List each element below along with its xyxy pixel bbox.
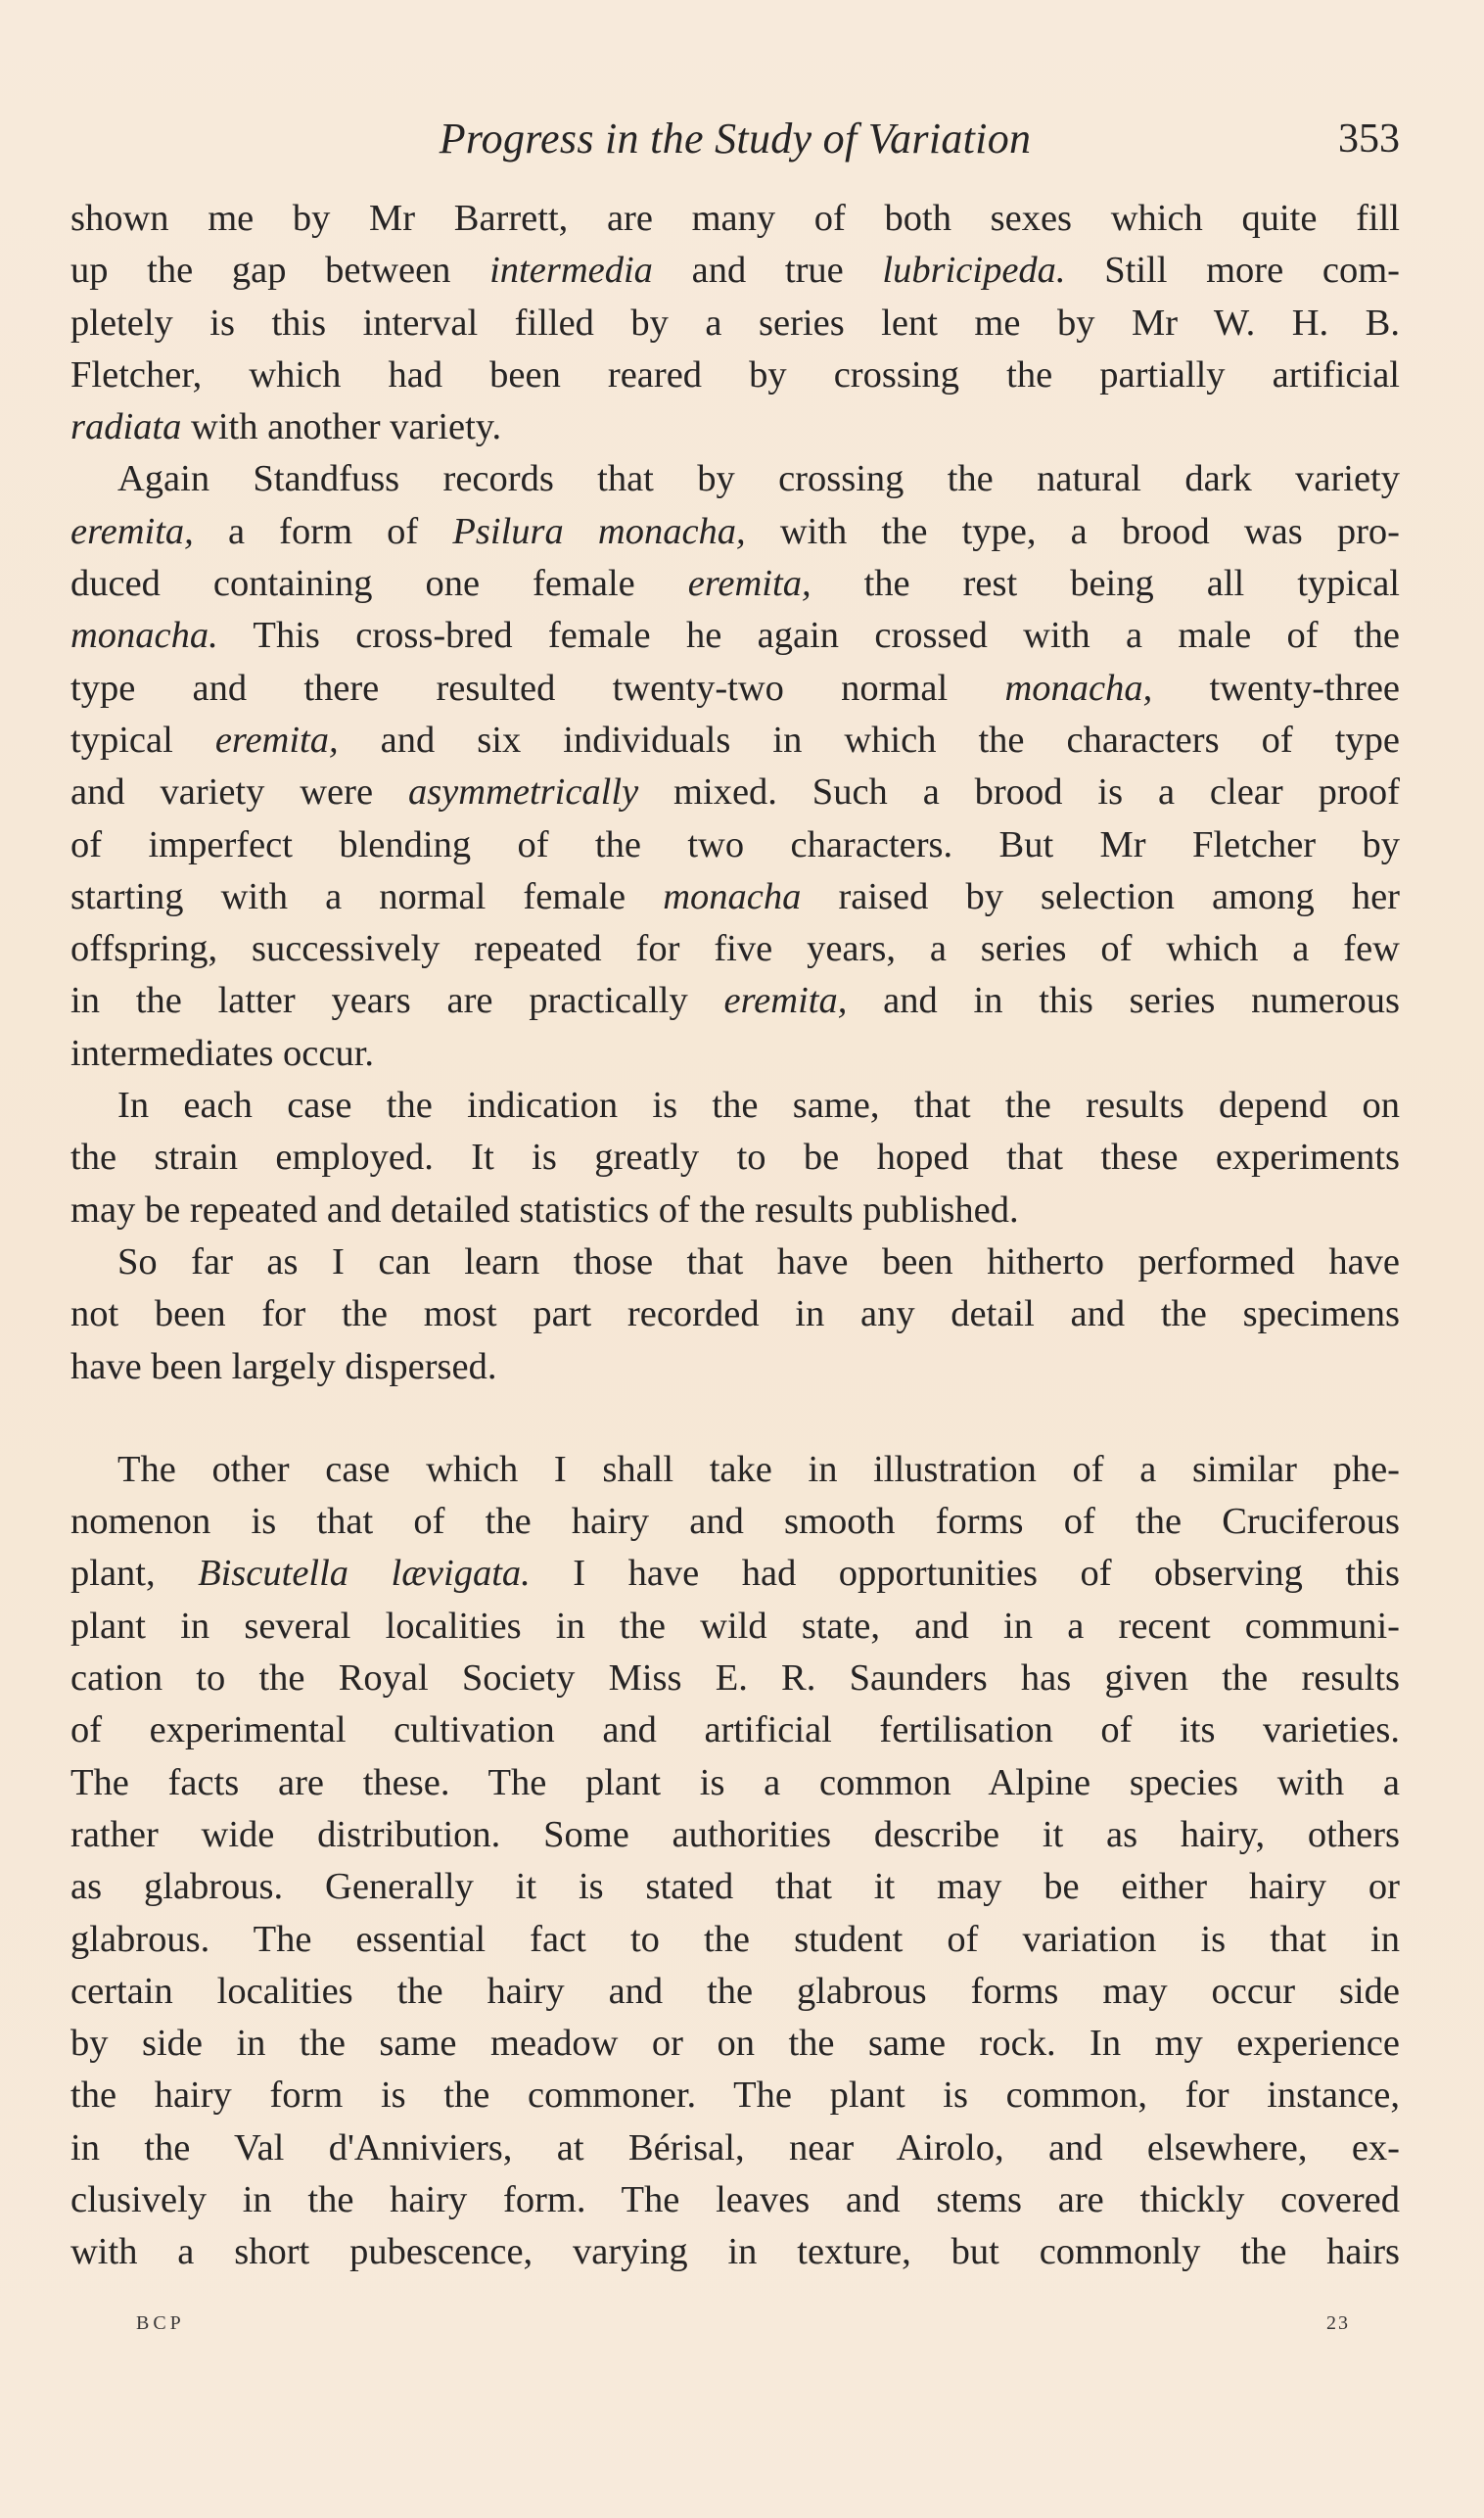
text-run: plant in several localities in the wild state, and in a recent communi- bbox=[70, 1605, 1400, 1647]
italic-text: lubricipeda. bbox=[882, 250, 1066, 292]
text-run: I have had opportunities of observing this bbox=[530, 1553, 1400, 1595]
text-line bbox=[70, 1861, 1400, 1913]
text-run: starting with a normal female bbox=[70, 875, 664, 917]
text-run: Fletcher, which had been reared by crossing the partially artificial bbox=[70, 353, 1400, 396]
text-line bbox=[70, 2018, 1400, 2070]
text-run: with another variety. bbox=[181, 406, 502, 448]
text-run: not been for the most part recorded in any detail and the specimens bbox=[70, 1293, 1400, 1335]
text-line bbox=[70, 2070, 1400, 2122]
text-run: by side in the same meadow or on the same rock. In my experience bbox=[70, 2023, 1400, 2065]
italic-text: eremita, bbox=[687, 563, 812, 605]
text-run: So far as I can learn those that have been hitherto performed have bbox=[117, 1240, 1400, 1282]
text-run: raised by selection among her bbox=[801, 875, 1400, 917]
text-line bbox=[70, 819, 1400, 871]
text-run: the rest being all typical bbox=[811, 563, 1400, 605]
text-line bbox=[70, 1444, 1400, 1496]
text-line bbox=[70, 506, 1400, 558]
italic-text: eremita, bbox=[70, 510, 194, 552]
text-run: may be repeated and detailed statistics of the results published. bbox=[70, 1189, 1019, 1231]
text-line bbox=[70, 1809, 1400, 1861]
italic-text: eremita, bbox=[723, 980, 848, 1022]
text-run: This cross-bred female he again crossed with a male of the bbox=[217, 615, 1400, 657]
text-line bbox=[70, 871, 1400, 923]
text-run: in the Val d'Anniviers, at Bérisal, near Airolo, and elsewhere, ex- bbox=[70, 2126, 1400, 2168]
running-header bbox=[70, 110, 1400, 168]
text-run: Still more com- bbox=[1065, 250, 1400, 292]
printer-signature-mark: BCP bbox=[136, 2312, 185, 2334]
text-line bbox=[70, 1185, 1400, 1236]
text-line bbox=[70, 1288, 1400, 1340]
text-line bbox=[70, 767, 1400, 818]
italic-text: radiata bbox=[70, 406, 182, 448]
text-run: of experimental cultivation and artificial fertilisation of its varieties. bbox=[70, 1709, 1400, 1751]
text-line bbox=[70, 1028, 1400, 1080]
text-run: typical bbox=[70, 719, 215, 761]
text-run: The other case which I shall take in illustration of a similar phe- bbox=[117, 1448, 1400, 1490]
italic-text: Biscutella lævigata. bbox=[198, 1553, 531, 1595]
text-line bbox=[70, 1341, 1400, 1393]
text-run: a form of bbox=[193, 510, 453, 552]
text-line bbox=[70, 975, 1400, 1027]
text-run: of imperfect blending of the two characters. But Mr Fletcher by bbox=[70, 823, 1400, 865]
text-run: and six individuals in which the characters of type bbox=[338, 719, 1400, 761]
text-run: in the latter years are practically bbox=[70, 980, 724, 1022]
text-line bbox=[70, 1757, 1400, 1809]
text-line bbox=[70, 1548, 1400, 1600]
text-line bbox=[70, 1132, 1400, 1184]
text-run: Again Standfuss records that by crossing the natural dark variety bbox=[117, 458, 1400, 500]
text-run: the strain employed. It is greatly to be hoped that these experiments bbox=[70, 1137, 1400, 1179]
running-title: Progress in the Study of Variation bbox=[439, 115, 1032, 163]
text-run: twenty-three bbox=[1152, 667, 1400, 709]
text-line bbox=[70, 1496, 1400, 1548]
text-run: with the type, a brood was pro- bbox=[745, 510, 1400, 552]
text-line bbox=[70, 401, 1400, 453]
text-line bbox=[70, 2226, 1400, 2278]
italic-text: monacha bbox=[663, 875, 802, 917]
text-line bbox=[70, 715, 1400, 767]
text-run: as glabrous. Generally it is stated that it may be either hairy or bbox=[70, 1866, 1400, 1908]
text-run: nomenon is that of the hairy and smooth forms of the Cruciferous bbox=[70, 1501, 1400, 1543]
text-run: and true bbox=[652, 250, 883, 292]
text-run: and in this series numerous bbox=[847, 980, 1400, 1022]
text-run: cation to the Royal Society Miss E. R. Saunders has given the results bbox=[70, 1657, 1400, 1700]
text-run: offspring, successively repeated for five years, a series of which a few bbox=[70, 928, 1400, 970]
text-line bbox=[70, 1653, 1400, 1704]
text-line bbox=[70, 453, 1400, 505]
text-line bbox=[70, 663, 1400, 715]
signature-number: 23 bbox=[1326, 2312, 1350, 2334]
text-run: intermediates occur. bbox=[70, 1032, 375, 1074]
text-run: shown me by Mr Barrett, are many of both sexes which quite fill bbox=[70, 198, 1400, 239]
text-line bbox=[70, 1601, 1400, 1653]
text-line bbox=[70, 558, 1400, 610]
text-line bbox=[70, 1080, 1400, 1132]
text-line bbox=[70, 1704, 1400, 1756]
text-run: plant, bbox=[70, 1553, 199, 1595]
italic-text: monacha. bbox=[70, 615, 218, 657]
page-number: 353 bbox=[1338, 117, 1400, 162]
text-run: have been largely dispersed. bbox=[70, 1345, 497, 1387]
italic-text: Psilura monacha, bbox=[452, 510, 746, 552]
italic-text: eremita, bbox=[214, 719, 339, 761]
italic-text: monacha, bbox=[1004, 667, 1153, 709]
text-run: In each case the indication is the same, that the results depend on bbox=[117, 1085, 1400, 1127]
text-run: and variety were bbox=[70, 771, 408, 814]
text-run: the hairy form is the commoner. The plant is common, for instance, bbox=[70, 2075, 1400, 2117]
text-run: with a short pubescence, varying in texture, but commonly the hairs bbox=[70, 2231, 1400, 2273]
text-run: rather wide distribution. Some authorities describe it as hairy, others bbox=[70, 1813, 1400, 1855]
text-line bbox=[70, 1914, 1400, 1966]
body-text bbox=[70, 193, 1400, 2279]
page-footer bbox=[136, 2312, 1350, 2342]
text-line bbox=[70, 923, 1400, 975]
text-run: certain localities the hairy and the glabrous forms may occur side bbox=[70, 1970, 1400, 2012]
text-run: glabrous. The essential fact to the student of variation is that in bbox=[70, 1918, 1400, 1960]
text-line bbox=[70, 298, 1400, 350]
text-run: mixed. Such a brood is a clear proof bbox=[638, 771, 1400, 814]
text-line bbox=[70, 2122, 1400, 2174]
text-line bbox=[70, 350, 1400, 401]
text-line bbox=[70, 245, 1400, 297]
text-line bbox=[70, 2174, 1400, 2226]
text-run: duced containing one female bbox=[70, 563, 688, 605]
text-line bbox=[70, 193, 1400, 245]
italic-text: asymmetrically bbox=[407, 771, 639, 814]
text-run: type and there resulted twenty-two normal bbox=[70, 667, 1005, 709]
text-run: pletely is this interval filled by a series lent me by Mr W. H. B. bbox=[70, 302, 1400, 344]
text-line bbox=[70, 1236, 1400, 1288]
text-line bbox=[70, 610, 1400, 662]
text-run: The facts are these. The plant is a common Alpine species with a bbox=[70, 1761, 1400, 1803]
text-run: clusively in the hairy form. The leaves and stems are thickly covered bbox=[70, 2178, 1400, 2220]
text-run: up the gap between bbox=[70, 250, 490, 292]
text-line bbox=[70, 1966, 1400, 2018]
italic-text: intermedia bbox=[489, 250, 653, 292]
section-break bbox=[70, 1393, 1400, 1444]
